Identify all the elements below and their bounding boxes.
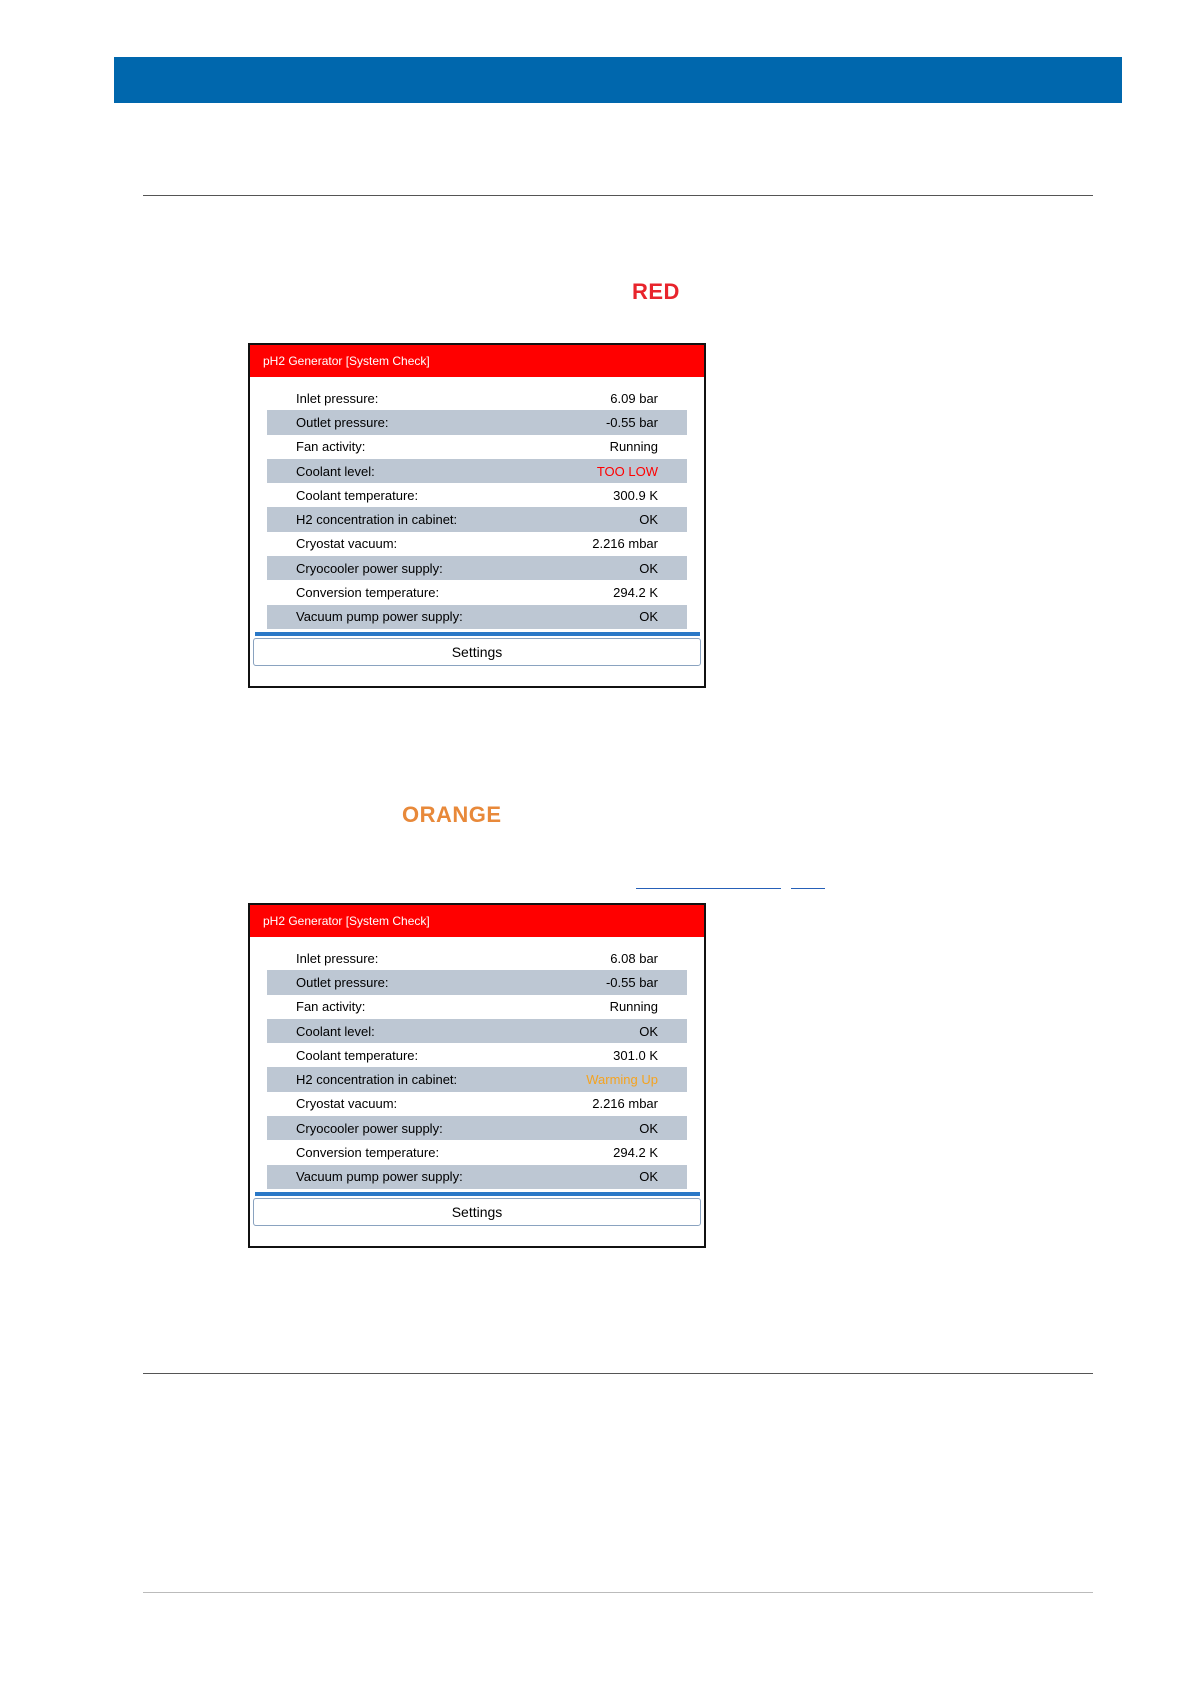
table-row (267, 532, 687, 556)
table-row (267, 1043, 687, 1067)
row-label: Vacuum pump power supply: (296, 1169, 463, 1185)
row-value: 6.08 bar (610, 950, 658, 966)
status-red-label: RED (632, 279, 680, 304)
system-check-panel-red (248, 343, 706, 688)
table-row (267, 483, 687, 507)
row-label: Inlet pressure: (296, 390, 379, 406)
row-label: Coolant level: (296, 1023, 375, 1039)
hyperlink-underline[interactable] (791, 888, 825, 889)
top-divider (143, 195, 1093, 196)
row-value: 2.216 mbar (592, 536, 658, 552)
row-label: Cryocooler power supply: (296, 560, 443, 576)
footer-divider (143, 1592, 1093, 1593)
table-row (267, 435, 687, 459)
row-value: Running (609, 999, 658, 1015)
row-label: Coolant level: (296, 463, 375, 479)
row-label: Fan activity: (296, 439, 366, 455)
row-value: OK (639, 1023, 658, 1039)
row-value: OK (639, 560, 658, 576)
table-row (267, 605, 687, 629)
table-row (267, 995, 687, 1019)
table-row (267, 410, 687, 434)
row-value: OK (639, 1169, 658, 1185)
table-row (267, 1067, 687, 1091)
panel-separator (255, 1192, 700, 1196)
bottom-divider (143, 1373, 1093, 1374)
table-row (267, 1165, 687, 1189)
row-value: 300.9 K (613, 487, 658, 503)
row-label: Vacuum pump power supply: (296, 609, 463, 625)
row-value: 2.216 mbar (592, 1096, 658, 1112)
row-value-alert: TOO LOW (596, 463, 658, 479)
table-row (267, 1092, 687, 1116)
row-value: -0.55 bar (605, 974, 658, 990)
row-label: Coolant temperature: (296, 487, 419, 503)
row-value: 294.2 K (613, 1145, 658, 1161)
table-row (267, 386, 687, 410)
row-value: 6.09 bar (610, 390, 658, 406)
row-label: Outlet pressure: (296, 974, 389, 990)
row-label: Coolant temperature: (296, 1047, 419, 1063)
row-label: Fan activity: (296, 999, 366, 1015)
table-row (267, 459, 687, 483)
status-orange-label: ORANGE (402, 802, 502, 827)
hyperlink-underline[interactable] (636, 888, 781, 889)
table-row (267, 1140, 687, 1164)
row-label: H2 concentration in cabinet: (296, 512, 458, 528)
row-value: 294.2 K (613, 585, 658, 601)
row-label: Cryostat vacuum: (296, 1096, 398, 1112)
row-label: Cryostat vacuum: (296, 536, 398, 552)
row-label: Conversion temperature: (296, 1145, 440, 1161)
row-value: OK (639, 609, 658, 625)
panel-title: pH2 Generator [System Check] (250, 905, 704, 937)
settings-button[interactable]: Settings (253, 1198, 701, 1226)
row-value: OK (639, 1120, 658, 1136)
row-value: Running (609, 439, 658, 455)
settings-button[interactable]: Settings (253, 638, 701, 666)
row-value: 301.0 K (613, 1047, 658, 1063)
table-row (267, 580, 687, 604)
row-label: Conversion temperature: (296, 585, 440, 601)
row-value: OK (639, 512, 658, 528)
table-row (267, 970, 687, 994)
panel-title: pH2 Generator [System Check] (250, 345, 704, 377)
row-label: Outlet pressure: (296, 414, 389, 430)
row-value-warning: Warming Up (586, 1072, 658, 1088)
row-label: H2 concentration in cabinet: (296, 1072, 458, 1088)
status-table (267, 946, 687, 1189)
row-label: Inlet pressure: (296, 950, 379, 966)
panel-separator (255, 632, 700, 636)
row-label: Cryocooler power supply: (296, 1120, 443, 1136)
status-table (267, 386, 687, 629)
table-row (267, 946, 687, 970)
system-check-panel-orange (248, 903, 706, 1248)
table-row (267, 507, 687, 531)
header-band (114, 57, 1122, 103)
table-row (267, 1019, 687, 1043)
table-row (267, 556, 687, 580)
row-value: -0.55 bar (605, 414, 658, 430)
table-row (267, 1116, 687, 1140)
